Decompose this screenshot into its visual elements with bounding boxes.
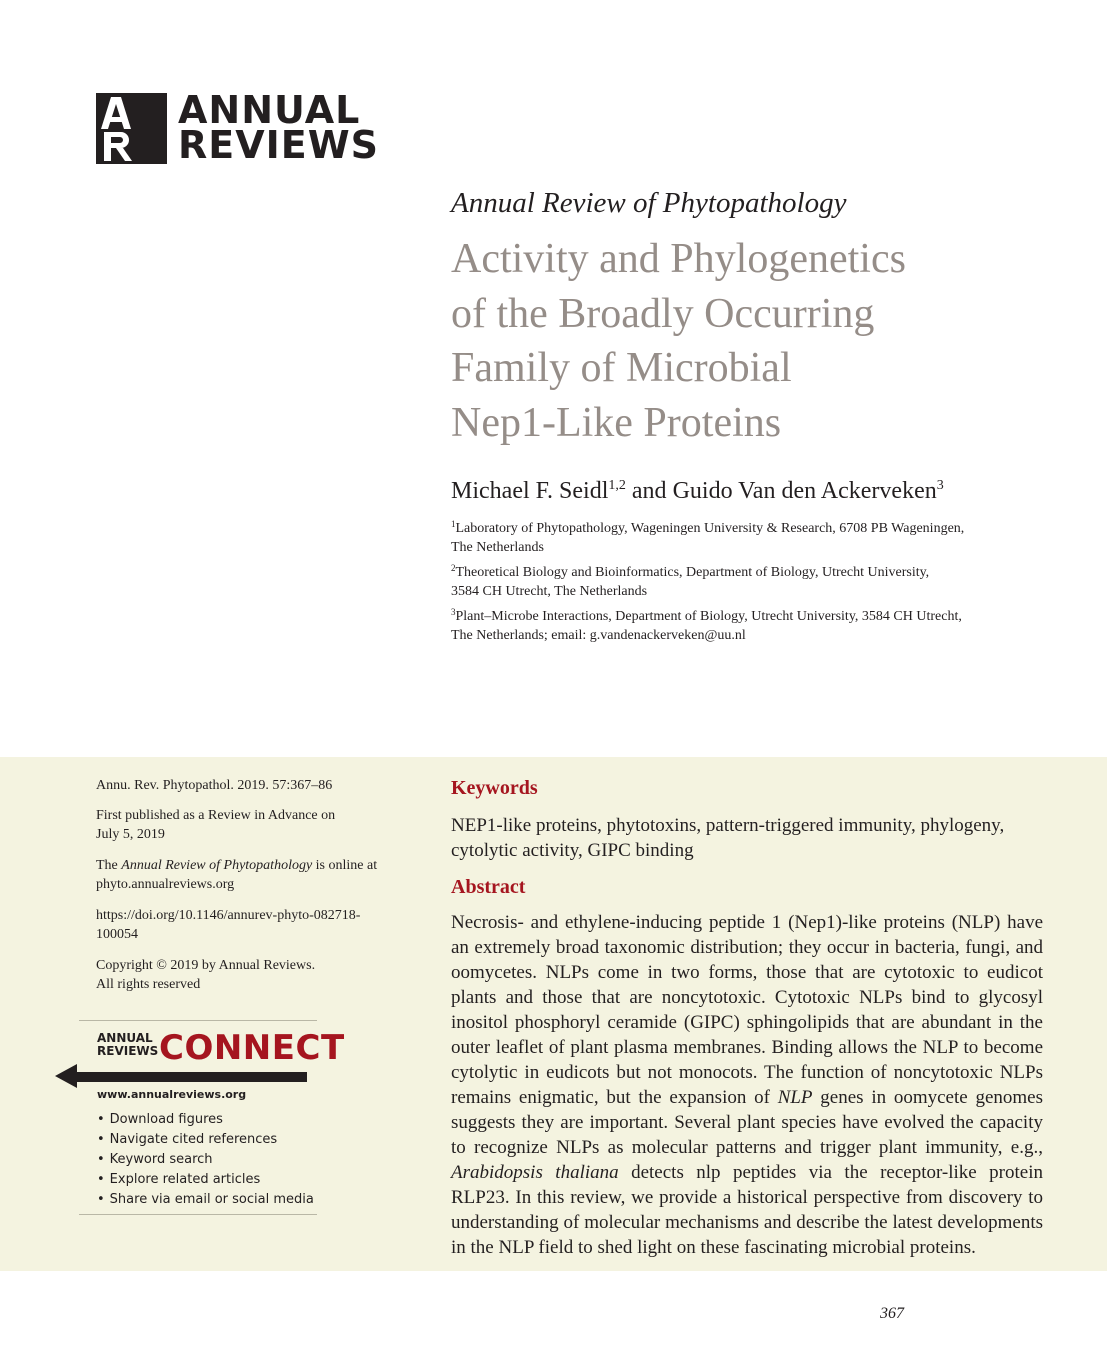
abstract-text [451,910,1043,1260]
logo-line-2: REVIEWS [178,123,380,167]
copyright-text: Copyright © 2019 by Annual Reviews. [96,958,316,973]
affiliation-text: Theoretical Biology and Bioinformatics, Department of Biology, Utrecht University, [455,565,930,580]
affiliation-text: Laboratory of Phytopathology, Wageningen University & Research, 6708 PB Wageningen, [455,521,965,536]
online-text: The [96,858,122,873]
online-journal-name: Annual Review of Phytopathology [121,858,313,873]
publication-date [96,807,401,844]
keywords-line: NEP1-like proteins, phytotoxins, pattern-triggered immunity, phylogeny, [451,815,1005,836]
affiliation-mark: 3 [451,607,456,617]
affiliation-mark: 1 [451,519,456,529]
connect-small-logo-line: REVIEWS [97,1044,159,1058]
author-affiliation-mark: 3 [936,478,944,493]
keywords-heading: Keywords [451,777,538,799]
logo-wordmark [178,88,380,167]
page-number: 367 [880,1305,904,1322]
connect-small-logo [97,1032,158,1058]
publication-date-text: First published as a Review in Advance on [96,808,336,823]
author-name: Michael F. Seidl [451,478,609,504]
publication-date-text: July 5, 2019 [96,826,165,842]
journal-name: Annual Review of Phytopathology [451,187,847,219]
title-line: Nep1-Like Proteins [451,399,782,446]
affiliation-text: The Netherlands [451,540,544,555]
list-item: • Share via email or social media [97,1190,314,1210]
connect-feature-list [97,1110,314,1210]
affiliation-text: The Netherlands; email: g.vandenackerveken@uu.nl [451,628,746,643]
doi-text: 100054 [96,926,138,942]
title-line: Activity and Phylogenetics [451,236,906,282]
affiliation [451,563,1051,601]
online-location [96,857,401,894]
author-affiliation-mark: 1,2 [608,478,626,493]
keywords-line: cytolytic activity, GIPC binding [451,840,694,861]
annual-reviews-connect-box [55,1020,345,1216]
author-name: Guido Van den Ackerveken [672,478,937,504]
copyright [96,957,401,994]
logo-line-1: ANNUAL [178,88,361,132]
affiliation-text: Plant–Microbe Interactions, Department of Biology, Utrecht University, 3584 CH Utrecht, [455,609,962,624]
connect-wordmark: CONNECT [159,1028,345,1068]
divider [79,1214,317,1215]
list-item: • Navigate cited references [97,1130,314,1150]
connect-url-link[interactable]: www.annualreviews.org [97,1088,247,1101]
list-item: • Download figures [97,1110,314,1130]
author-conjunction: and [625,478,673,504]
article-title [451,232,1011,450]
abstract-gene-name: NLP [777,1087,813,1108]
abstract-heading: Abstract [451,876,526,898]
divider [79,1020,317,1021]
title-line: of the Broadly Occurring [451,290,875,337]
citation: Annu. Rev. Phytopathol. 2019. 57:367–86 [96,778,333,793]
keywords-text [451,813,1051,863]
list-item: • Keyword search [97,1150,314,1170]
ar-monogram-icon [96,93,167,164]
connect-small-logo-line: ANNUAL [97,1031,153,1045]
abstract-segment: genes in oomycete genomes suggests they are important. Several plant species have evolved the capacity to recognize NLPs as molecular patterns and trigger plant immunity, e.g., [451,1087,1043,1158]
title-line: Family of Microbial [451,345,792,391]
abstract-segment: detects nlp peptides via the receptor-like protein RLP23. In this review, we provide a historical perspective from discovery to understanding of molecular mechanisms and describe the latest developments in the NLP field to shed light on these fascinating microbial proteins. [451,1162,1044,1258]
list-item: • Explore related articles [97,1170,314,1190]
doi-text: https://doi.org/10.1146/annurev-phyto-082718- [96,908,361,923]
affiliation-mark: 2 [451,563,456,573]
abstract-species-name: Arabidopsis thaliana [451,1162,619,1183]
copyright-text: All rights reserved [96,976,201,992]
doi-link[interactable] [96,907,401,944]
abstract-segment: Necrosis- and ethylene-inducing peptide 1 (Nep1)-like proteins (NLP) have an extremely broad taxonomic distribution; they occur in bacteria, fungi, and oomycetes. NLPs come in two forms, those that are cytotoxic to eudicot plants and those that are noncytotoxic. Cytotoxic NLPs bind to glycosyl inositol phosphoryl ceramide (GIPC) sphingolipids that are abundant in the outer leaflet of plant plasma membranes. Binding allows the NLP to become cytolytic in eudicots but not monocots. The function of noncytotoxic NLPs remains enigmatic, but the expansion of [451,912,1043,1108]
journal-url-link[interactable]: phyto.annualreviews.org [96,876,235,892]
online-text: is online at [312,858,378,873]
author-list [451,478,944,505]
annual-reviews-logo [96,88,380,167]
affiliation-text: 3584 CH Utrecht, The Netherlands [451,584,648,599]
affiliation [451,519,1051,557]
affiliation [451,607,1051,645]
